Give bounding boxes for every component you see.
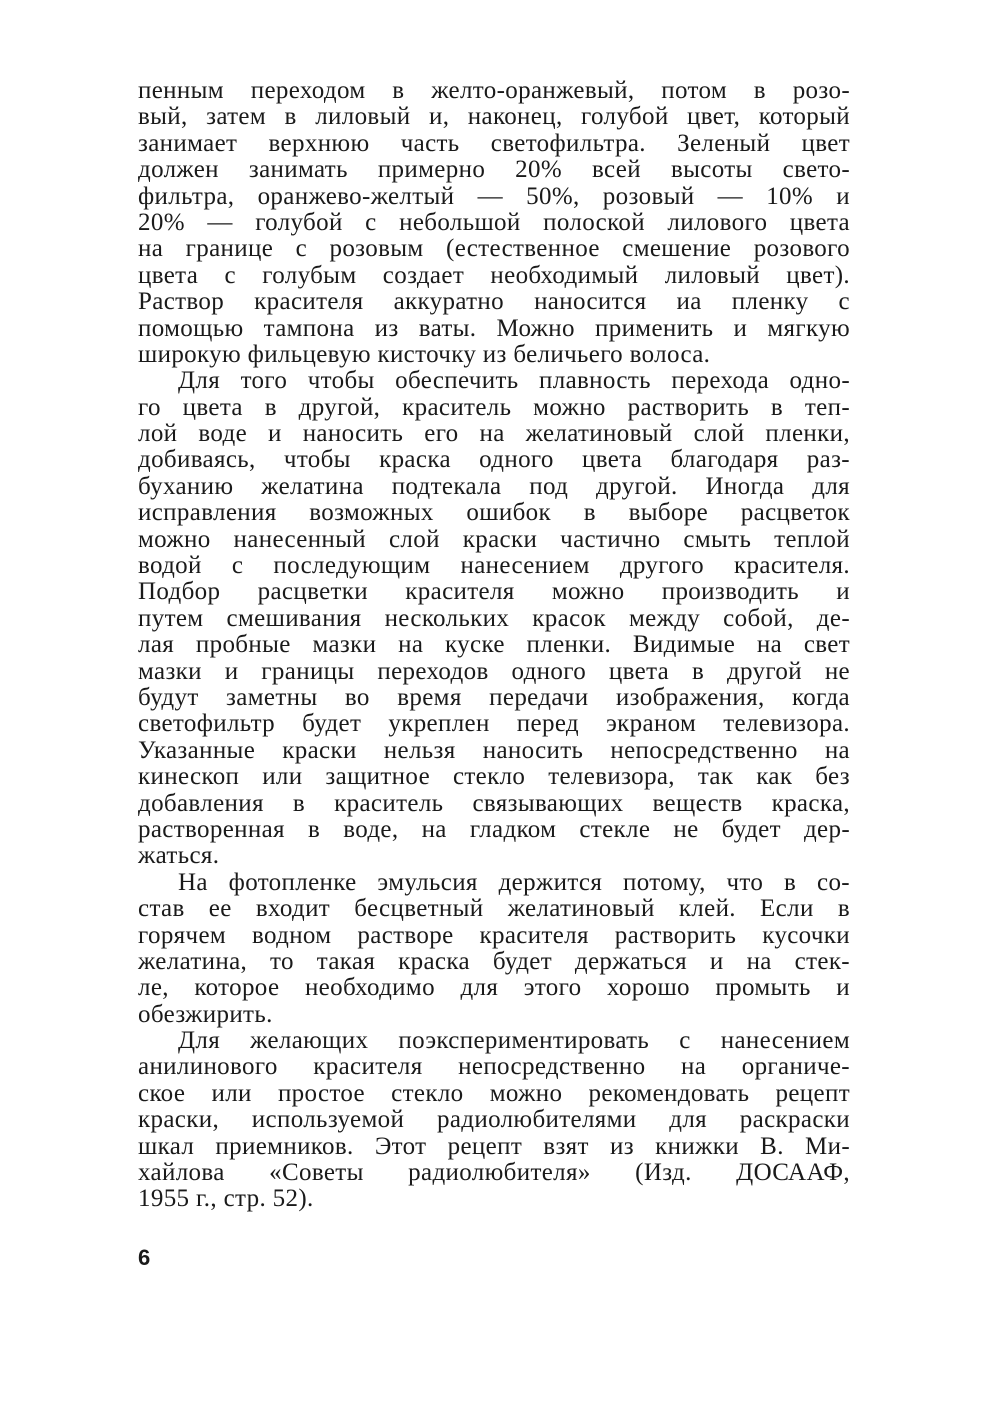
page-body — [138, 78, 850, 1278]
text-line: на границе с розовым (естественное смешение розового — [138, 235, 850, 263]
text-line: став ее входит бесцветный желатиновый клей. Если в — [138, 895, 850, 923]
text-line: занимает верхнюю часть светофильтра. Зеленый цвет — [138, 129, 850, 157]
text-line: ское или простое стекло можно рекомендовать рецепт — [138, 1079, 850, 1107]
paragraph-3 — [138, 870, 850, 1028]
text-line: го цвета в другой, краситель можно растворить в теп- — [138, 393, 850, 421]
text-line: кинескоп или защитное стекло телевизора, так как без — [138, 763, 850, 791]
paragraph-2 — [138, 368, 850, 869]
text-line: лой воде и наносить его на желатиновый слой пленки, — [138, 420, 850, 448]
text-line: мазки и границы переходов одного цвета в другой не — [138, 657, 850, 685]
text-line: 20% — голубой с небольшой полоской лилового цвета — [138, 208, 850, 236]
text-line: Указанные краски нельзя наносить непосредственно на — [138, 736, 850, 764]
text-line: горячем водном растворе красителя растворить кусочки — [138, 921, 850, 949]
text-line: буханию желатина подтекала под другой. Иногда для — [138, 472, 850, 500]
text-line: Раствор красителя аккуратно наносится иа пленку с — [138, 288, 850, 316]
text-line: хайлова «Советы радиолюбителя» (Изд. ДОСААФ, — [138, 1159, 850, 1187]
paragraph-4 — [138, 1028, 850, 1213]
text-line: можно нанесенный слой краски частично смыть теплой — [138, 525, 850, 553]
text-line: исправления возможных ошибок в выборе расцветок — [138, 499, 850, 527]
text-line: пенным переходом в желто-оранжевый, потом в розо- — [138, 77, 850, 104]
text-line: светофильтр будет укреплен перед экраном телевизора. — [138, 710, 850, 738]
text-line: Подбор расцветки красителя можно производить и — [138, 578, 850, 606]
text-line: обезжирить. — [138, 1000, 273, 1028]
text-line: фильтра, оранжево-желтый — 50%, розовый — 10% и — [138, 182, 850, 210]
text-line: Для того чтобы обеспечить плавность перехода одно- — [178, 367, 850, 395]
page-number: 6 — [138, 1245, 151, 1270]
text-line: добавления в краситель связывающих веществ краска, — [138, 789, 850, 817]
text-line: желатина, то такая краска будет держаться и на стек- — [138, 947, 850, 975]
text-line: На фотопленке эмульсия держится потому, что в со- — [178, 868, 850, 896]
text-line: будут заметны во время передачи изображения, когда — [138, 683, 850, 711]
text-line: шкал приемников. Этот рецепт взят из книжки В. Ми- — [138, 1132, 850, 1160]
text-line: Для желающих поэкспериментировать с нанесением — [178, 1027, 850, 1055]
text-line: добиваясь, чтобы краска одного цвета благодаря раз- — [138, 446, 850, 474]
text-line: растворенная в воде, на гладком стекле не будет дер- — [138, 815, 850, 843]
text-line: широкую фильцевую кисточку из беличьего волоса. — [138, 340, 711, 368]
text-line: вый, затем в лиловый и, наконец, голубой цвет, который — [138, 103, 850, 131]
paragraph-1 — [138, 78, 850, 368]
text-line: анилинового красителя непосредственно на органиче- — [138, 1053, 850, 1081]
text-line: путем смешивания нескольких красок между собой, де- — [138, 604, 850, 632]
text-line: помощью тампона из ваты. Можно применить и мягкую — [138, 314, 850, 342]
text-line: водой с последующим нанесением другого красителя. — [138, 552, 850, 580]
text-line: ле, которое необходимо для этого хорошо промыть и — [138, 974, 850, 1002]
text-line: цвета с голубым создает необходимый лиловый цвет). — [138, 261, 850, 289]
text-line: должен занимать примерно 20% всей высоты свето- — [138, 156, 850, 184]
text-line: жаться. — [138, 842, 220, 870]
text-line: краски, используемой радиолюбителями для раскраски — [138, 1106, 850, 1134]
text-line: 1955 г., стр. 52). — [138, 1185, 314, 1213]
text-line: лая пробные мазки на куске пленки. Видимые на свет — [138, 631, 850, 659]
